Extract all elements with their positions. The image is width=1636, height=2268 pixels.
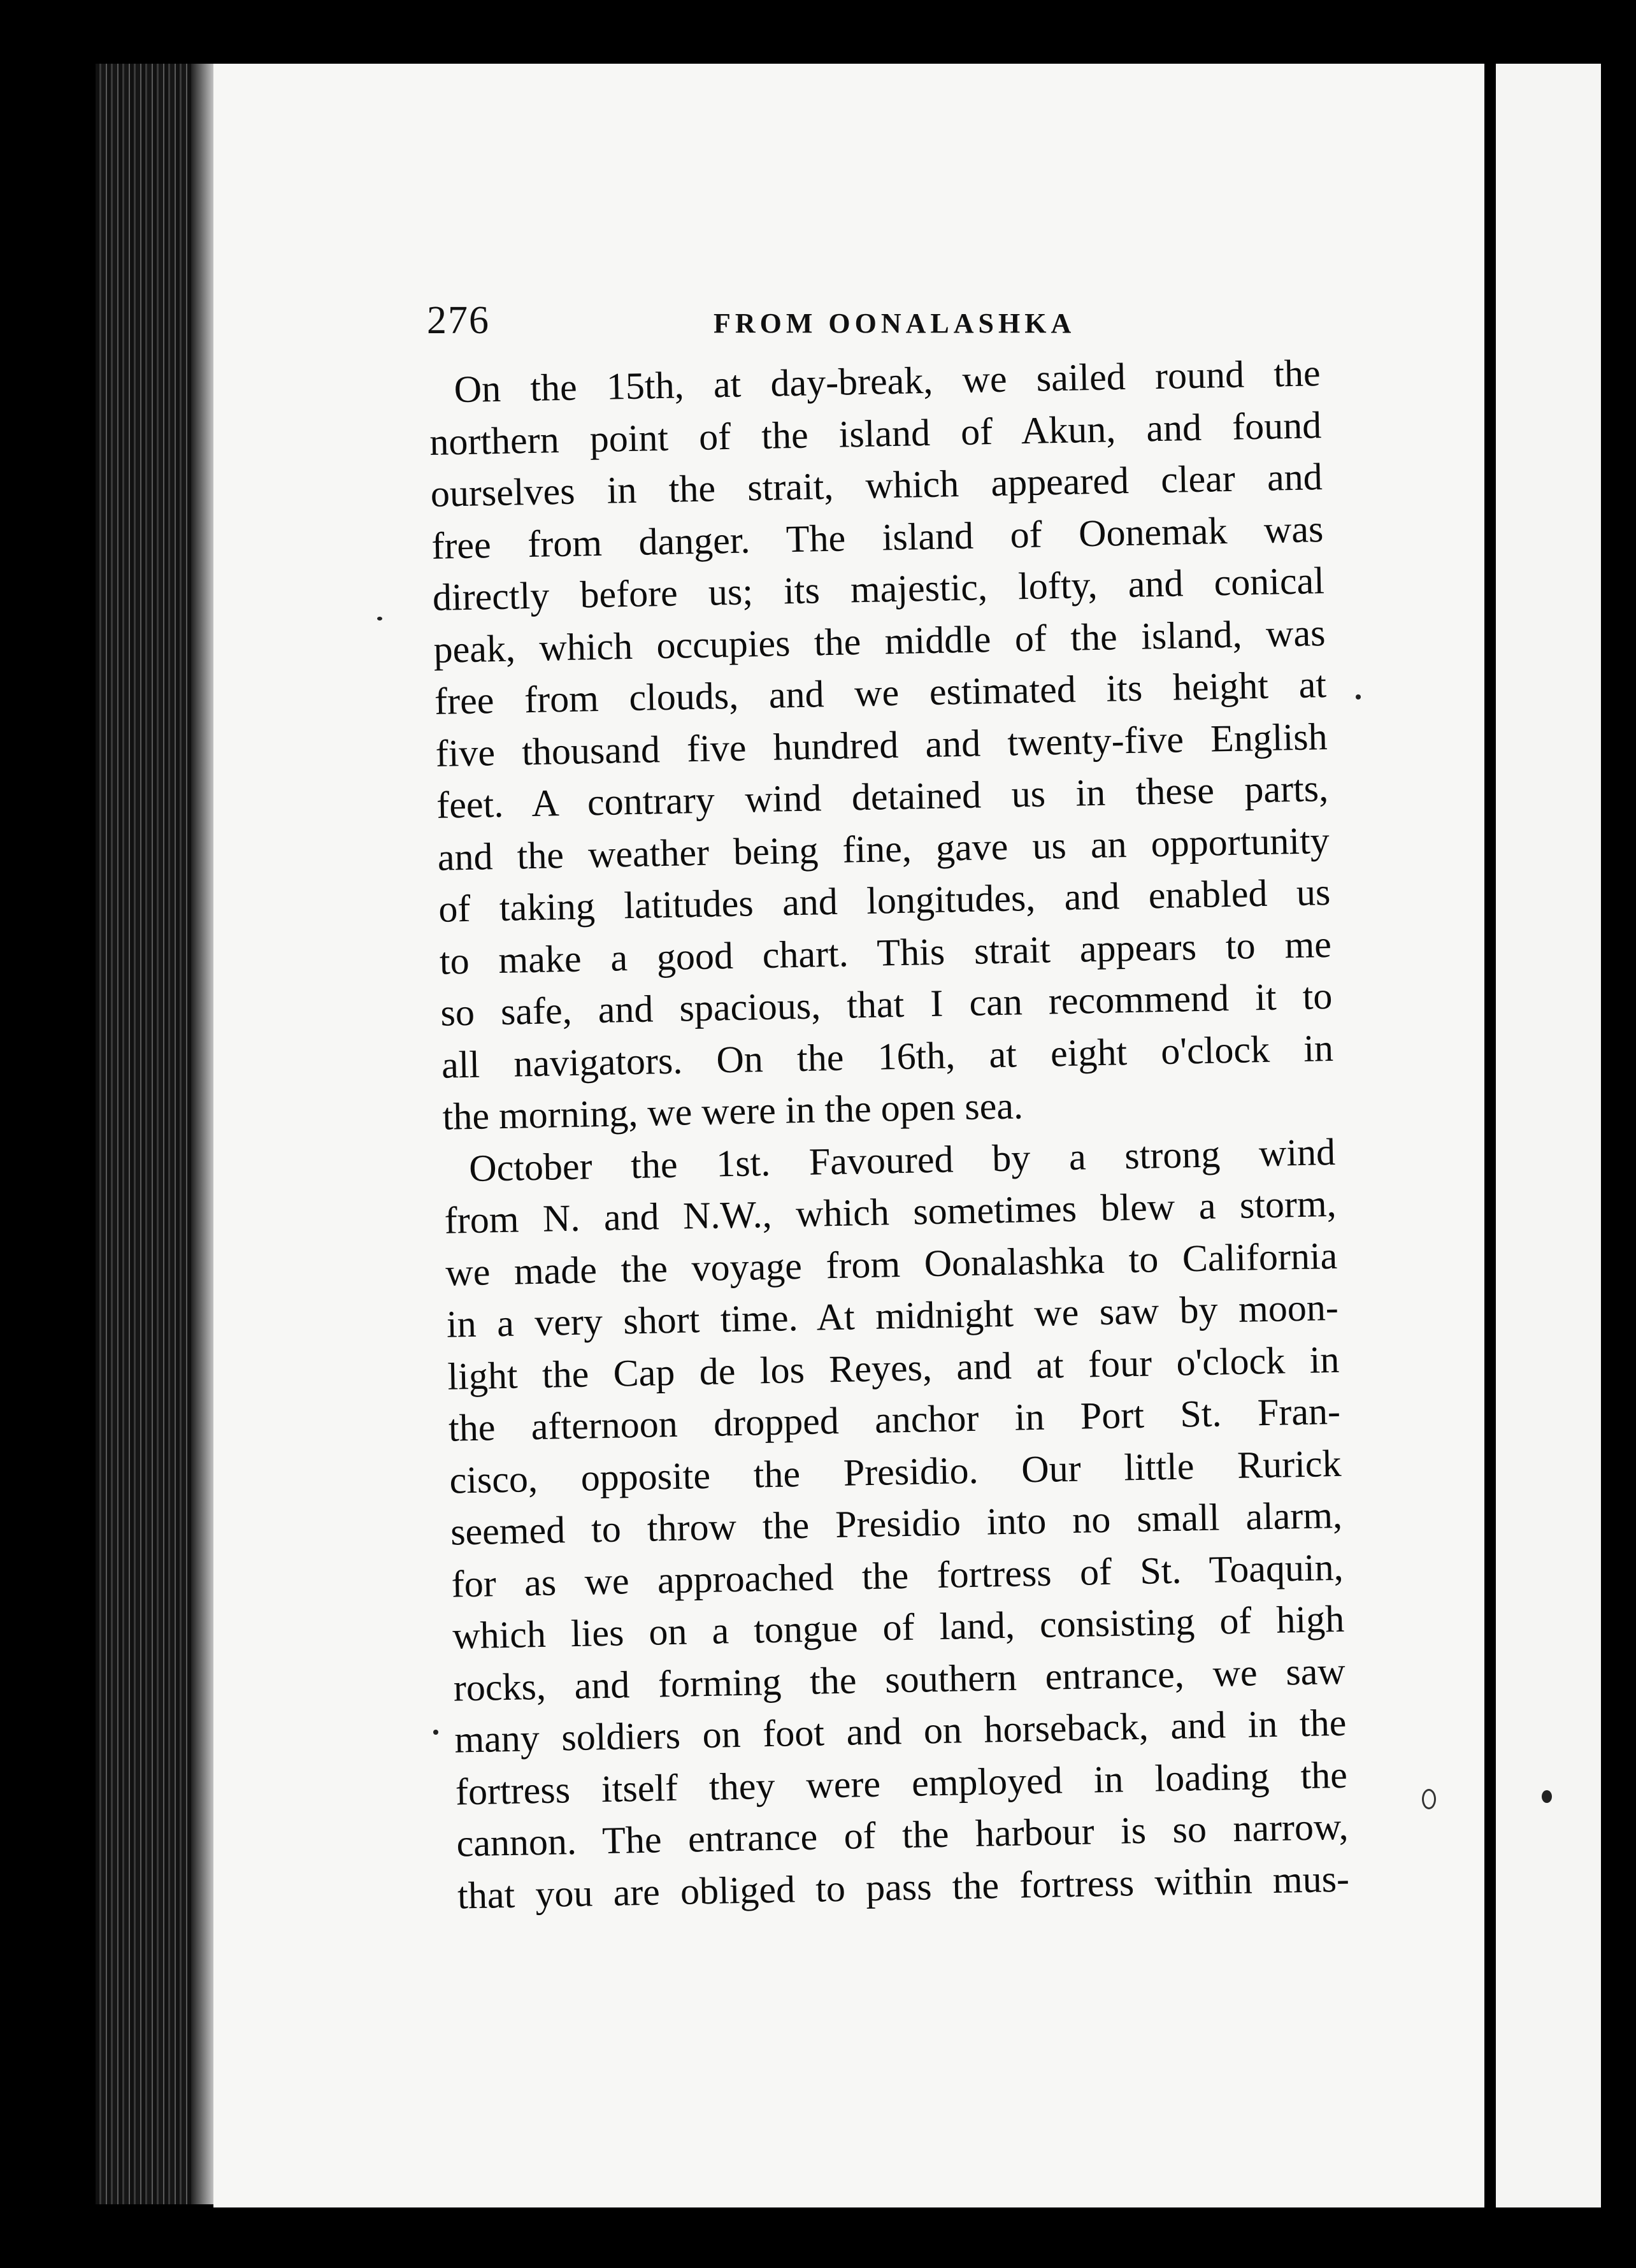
page-number: 276 (427, 299, 490, 342)
text-line: in a very short time. At midnight we saw by moon- (446, 1286, 1339, 1346)
text-line: to make a good chart. This strait appears to me (439, 922, 1332, 982)
body-text (428, 347, 1388, 1922)
text-line: ourselves in the strait, which appeared clear and (430, 456, 1323, 515)
text-line: free from clouds, and we estimated its height at (434, 663, 1327, 722)
scan-speck (1422, 1789, 1436, 1809)
text-line: seemed to throw the Presidio into no small alarm, (450, 1493, 1343, 1553)
text-line: from N. and N.W., which sometimes blew a storm, (444, 1182, 1337, 1242)
text-line: the afternoon dropped anchor in Port St. Fran- (448, 1389, 1341, 1449)
text-line: feet. A contrary wind detained us in these parts, (436, 767, 1329, 826)
text-line: fortress itself they were employed in loading the (455, 1753, 1348, 1813)
page-gap (1484, 64, 1496, 2207)
running-head-title: FROM OONALASHKA (714, 308, 1076, 339)
text-line: On the 15th, at day-break, we sailed round the (454, 352, 1321, 411)
text-line: peak, which occupies the middle of the island, was (433, 611, 1326, 671)
text-line: which lies on a tongue of land, consisting of high (452, 1597, 1345, 1657)
text-line: free from danger. The island of Oonemak was (431, 507, 1324, 567)
text-line: we made the voyage from Oonalashka to California (445, 1234, 1338, 1294)
running-head (427, 298, 1306, 343)
scan-speck (433, 1730, 438, 1735)
text-line: northern point of the island of Akun, and found (429, 403, 1322, 463)
text-line: of taking latitudes and longitudes, and enabled us (438, 870, 1331, 930)
text-line: the morning, we were in the open sea. (442, 1084, 1024, 1138)
text-line: that you are obliged to pass the fortress within mus- (457, 1857, 1350, 1917)
text-line: cisco, opposite the Presidio. Our little Rurick (448, 1442, 1342, 1502)
scan-speck (377, 617, 382, 621)
text-line: October the 1st. Favoured by a strong wind (468, 1130, 1336, 1189)
text-line: light the Cap de los Reyes, and at four o'clock in (447, 1338, 1340, 1398)
text-line: for as we approached the fortress of St. Toaquin, (451, 1546, 1344, 1605)
scan-speck (1542, 1790, 1552, 1803)
text-line: and the weather being fine, gave us an opportunity (437, 819, 1330, 879)
text-line: five thousand five hundred and twenty-five English (435, 715, 1328, 775)
text-line: all navigators. On the 16th, at eight o'clock in (441, 1026, 1334, 1086)
text-line: so safe, and spacious, that I can recommend it to (440, 974, 1333, 1034)
text-line: cannon. The entrance of the harbour is so narrow, (456, 1805, 1349, 1865)
text-line: rocks, and forming the southern entrance, we saw (453, 1649, 1346, 1709)
text-line: many soldiers on foot and on horseback, and in the (454, 1701, 1347, 1761)
book-gutter-shadow (191, 64, 217, 2204)
text-line: directly before us; its majestic, lofty, and conical (432, 559, 1325, 619)
facing-page-edge (1496, 64, 1601, 2207)
